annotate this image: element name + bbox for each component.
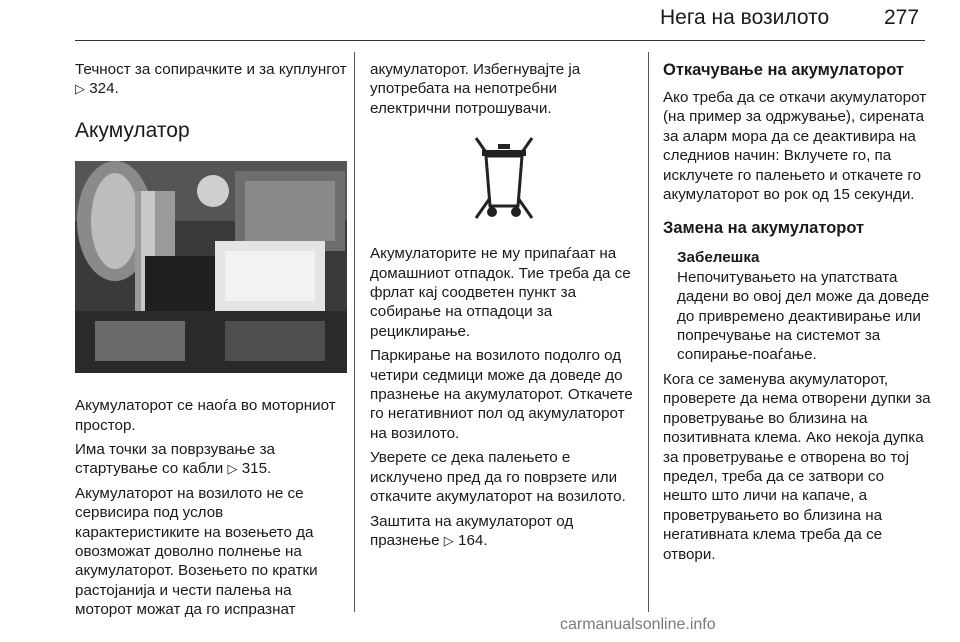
column-2	[370, 60, 638, 555]
reference-arrow-icon: ▷	[75, 81, 85, 97]
engine-bay-photo	[75, 161, 347, 373]
crossed-out-wheelie-bin-icon	[468, 132, 540, 224]
discharge-protection-page-reference[interactable]: 164.	[458, 531, 488, 549]
reference-arrow-icon: ▷	[227, 461, 238, 477]
ignition-off-paragraph: Уверете се дека палењето е исклучено пред да го поврзете или откачите акумулаторот на возилото.	[370, 449, 626, 506]
disposal-paragraph: Акумулаторите не му припаѓаат на домашниот отпадок. Тие треба да се фрлат кај соодветен пункт за собирање на отпадоци за рециклирање.	[370, 245, 631, 340]
reference-arrow-icon: ▷	[443, 532, 454, 548]
avoid-consumers-paragraph: акумулаторот. Избегнувајте ја употребата на непотребни електрични потрошувачи.	[370, 61, 581, 117]
note-text: Непочитувањето на упатствата дадени во овој дел може да доведе до привремено деактивирање или попречување на системот за сопирање-поаѓање.	[677, 268, 930, 364]
watermark: carmanualsonline.info	[560, 616, 716, 633]
column-3	[663, 60, 931, 569]
section-heading-replace: Замена на акумулаторот	[663, 219, 865, 238]
page-header-title: Нега на возилото	[660, 6, 830, 29]
battery-service-paragraph: Акумулаторот на возилото не се сервисира под услов карактеристиките на возењето да овозможат доволно полнење на акумулаторот. Возењето по кратки растојанија и чести палења на моторот можат да го испразнат	[75, 484, 318, 619]
jump-start-paragraph: Има точки за поврзување за стартување со кабли ▷ 315.	[75, 441, 275, 478]
section-heading-disconnect: Откачување на акумулаторот	[663, 61, 905, 79]
intro-page-reference[interactable]: 324.	[89, 80, 119, 98]
jump-start-page-reference[interactable]: 315.	[241, 460, 272, 478]
header-divider	[75, 40, 925, 41]
note-box	[677, 248, 931, 364]
column-1	[75, 60, 347, 625]
replacement-paragraph: Кога се заменува акумулаторот, проверете да нема отворени дупки за проветрување во близина на позитивната клема. Ако некоја дупка за проветрување е отворена во тој предел, треба да се затвори со нешто што личи на капаче, а проветрувањето во близина на негативната клема треба да се отвори.	[663, 370, 931, 563]
note-title: Забелешка	[677, 249, 760, 267]
page-number: 277	[884, 6, 920, 29]
parking-paragraph: Паркирање на возилото подолго од четири седмици може да доведе до празнење на акумулаторот. Откачете го негативниот пол од акумулаторот на возилото.	[370, 347, 633, 442]
column-divider-2	[648, 52, 649, 612]
discharge-protection-paragraph: Заштита на акумулаторот од празнење ▷ 164.	[370, 512, 574, 549]
intro-paragraph: Течност за сопирачките и за куплунгот ▷ 324.	[75, 61, 347, 98]
section-heading-battery: Акумулатор	[75, 118, 190, 142]
battery-location-paragraph: Акумулаторот се наоѓа во моторниот простор.	[75, 397, 336, 434]
column-divider-1	[354, 52, 355, 612]
disconnect-paragraph: Ако треба да се откачи акумулаторот (на пример за одржување), сирената за аларм мора да се деактивира на следниов начин: Вклучете го, па исклучете го палењето и откачете го акумулаторот во рок од 15 секунди.	[663, 89, 927, 204]
